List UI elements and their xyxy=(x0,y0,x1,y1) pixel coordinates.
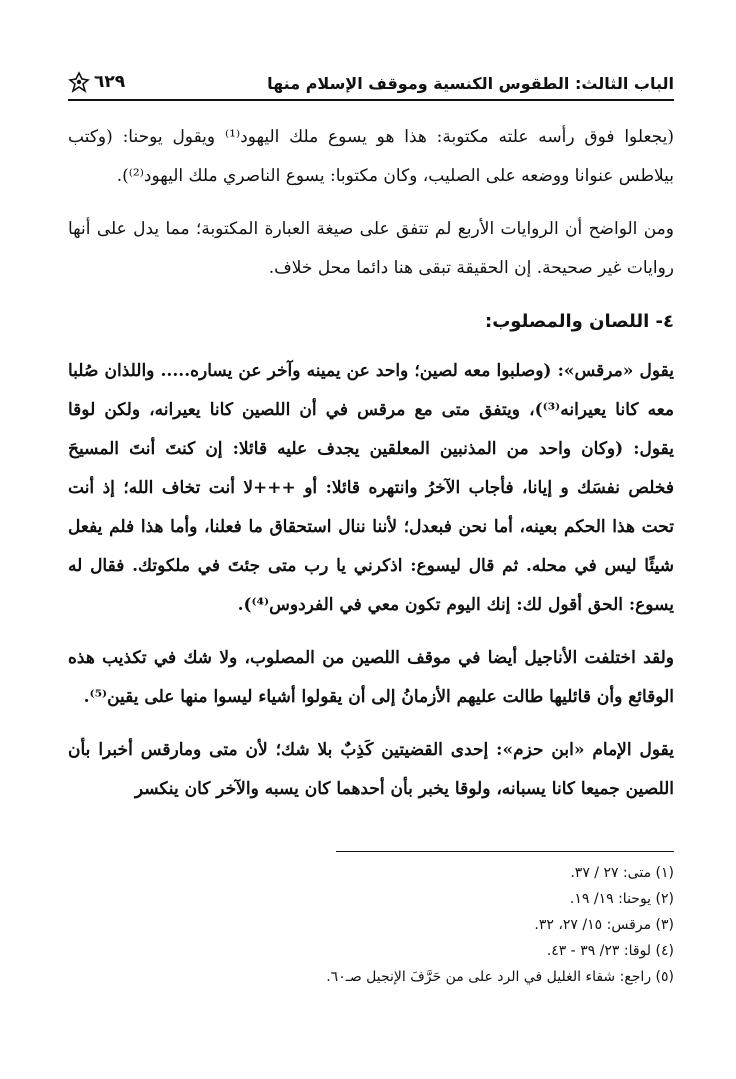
footnote: (٤) لوقا: ٢٣/ ٣٩ - ٤٣. xyxy=(546,943,674,959)
paragraph-3: يقول «مرقس»: (وصلبوا معه لصين؛ واحد عن يمينه وآخر عن يساره..... واللذان صُلبا معه كانا يعيرانه⁽³⁾)، ويتفق متى مع مرقس في أن اللصين كانا يعيرانه، ولكن لوقا يقول: (وكان واحد من المذنبين المعلقين يجدف عليه قائلا: إن كنتَ أنتَ المسيحَ فخلص نفسَك و إيانا، فأجاب الآخرُ وانتهره قائلا: أو +++لا أنت تخاف الله؛ إذ أنت تحت هذا الحكم بعينه، أما نحن فبعدل؛ لأننا ننال استحقاق ما فعلنا، وأما هذا فلم يفعل شيئًا ليس في محله. ثم قال ليسوع: اذكرني يا رب متى جئتَ في ملكوتك. فقال له يسوع: الحق أقول لك: إنك اليوم تكون معي في الفردوس⁽⁴⁾). xyxy=(68,361,674,615)
footnote: (٥) راجع: شفاء الغليل في الرد على من حَرَّفَ الإنجيل صـ٦٠. xyxy=(326,969,674,985)
section-heading: ٤- اللصان والمصلوب: xyxy=(485,311,674,332)
chapter-title: الباب الثالث: الطقوس الكنسية وموقف الإسلام منها xyxy=(267,74,674,93)
paragraph-1: (يجعلوا فوق رأسه علته مكتوبة: هذا هو يسوع ملك اليهود⁽¹⁾ ويقول يوحنا: (وكتب بيلاطس عنوانا ووضعه على الصليب، وكان مكتوبا: يسوع الناصري ملك اليهود⁽²⁾). xyxy=(68,127,674,186)
footnote: (٢) يوحنا: ١٩/ ١٩. xyxy=(569,891,674,907)
page-number: ٦٢٩ xyxy=(94,72,126,92)
footnote: (٣) مرقس: ١٥/ ٢٧، ٣٢. xyxy=(534,917,674,933)
page-header xyxy=(68,55,674,101)
paragraph-2: ومن الواضح أن الروايات الأربع لم تتفق على صيغة العبارة المكتوبة؛ مما يدل على أنها روايات غير صحيحة. إن الحقيقة تبقى هنا دائما محل خلاف. xyxy=(68,219,674,278)
paragraph-4: ولقد اختلفت الأناجيل أيضا في موقف اللصين من المصلوب، ولا شك في تكذيب هذه الوقائع وأن قائليها طالت عليهم الأزمانُ إلى أن يقولوا أشياء ليسوا منها على يقين⁽⁵⁾. xyxy=(68,648,674,707)
main-text xyxy=(68,118,674,823)
paragraph-5: يقول الإمام «ابن حزم»: إحدى القضيتين كَذِبٌ بلا شك؛ لأن متى ومارقس أخبرا بأن اللصين جميعا كانا يسبانه، ولوقا يخبر بأن أحدهما كان يسبه والآخر كان ينكسر xyxy=(68,740,674,799)
ornament-icon xyxy=(68,71,90,93)
page-number-group xyxy=(68,71,125,93)
footnote-divider xyxy=(336,851,674,852)
footnotes xyxy=(68,860,674,990)
footnote: (١) متى: ٢٧ / ٣٧. xyxy=(570,865,674,881)
